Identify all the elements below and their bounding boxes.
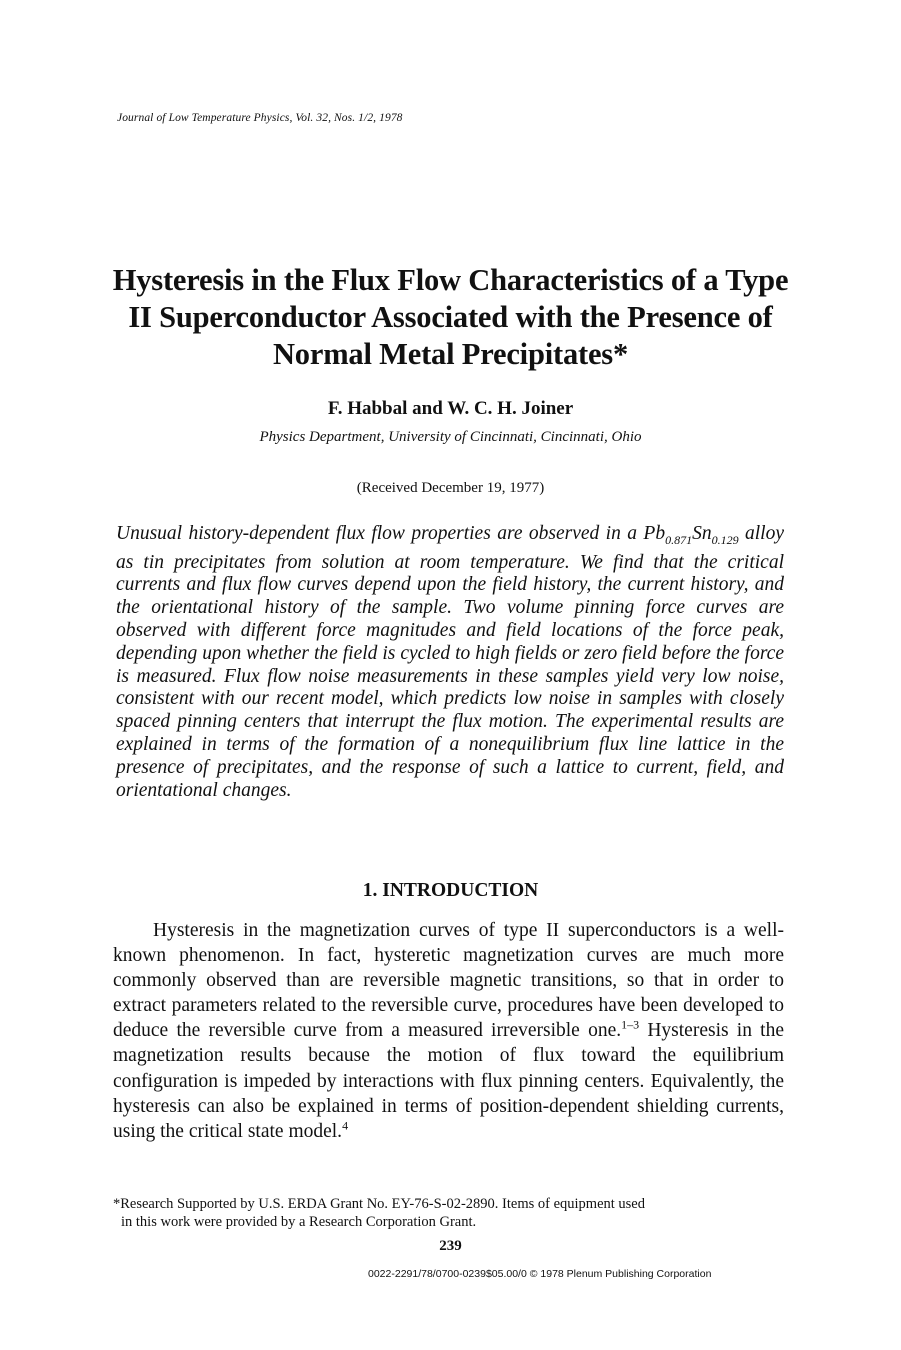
page-number: 239: [439, 1238, 462, 1254]
abstract-lead: Unusual history-dependent flux flow properties are observed in a: [116, 523, 644, 544]
section-heading: 1. INTRODUCTION: [362, 880, 539, 901]
citation-ref: 1–3: [621, 1017, 640, 1032]
footnote-line: *Research Supported by U.S. ERDA Grant No. EY-76-S-02-2890. Items of equipment used: [113, 1196, 645, 1212]
intro-text-2: Hysteresis in the magnetization results because the motion of flux toward the equilibrium configuration is impeded by interactions with flux pinning centers. Equivalently, the hysteresis can also be explained in terms of position-dependent shielding currents, using the critical state model.: [113, 1020, 785, 1142]
affiliation: Physics Department, University of Cincinnati, Cincinnati, Ohio: [259, 429, 642, 445]
formula-pb: Pb: [643, 523, 666, 544]
authors: F. Habbal and W. C. H. Joiner: [327, 398, 574, 419]
received-date: (Received December 19, 1977): [356, 480, 545, 496]
paper-title: Hysteresis in the Flux Flow Characteristics of a Type II Superconductor Associated with the Presence of Normal Metal Precipitates*: [112, 263, 789, 371]
footnote: [113, 1195, 788, 1231]
copyright-line: 0022-2291/78/0700-0239$05.00/0 © 1978 Plenum Publishing Corporation: [368, 1268, 712, 1280]
abstract: [116, 523, 784, 802]
citation-ref: 4: [342, 1118, 349, 1133]
formula-sn-subscript: 0.129: [711, 532, 739, 547]
formula-sn: Sn: [692, 523, 712, 544]
intro-paragraph: [113, 918, 784, 1144]
abstract-body: alloy as tin precipitates from solution at room temperature. We find that the critical currents and flux flow curves depend upon the field history, the current history, and the orientational history of the sample. Two volume pinning force curves are observed with different force magnitudes and field locations of the force peak, depending upon whether the field is cycled to high fields or zero field before the force is measured. Flux flow noise measurements in these samples yield very low noise, consistent with our recent model, which predicts low noise in samples with closely spaced pinning centers that interrupt the flux motion. The experimental results are explained in terms of the formation of a nonequilibrium flux line lattice in the presence of precipitates, and the response of such a lattice to current, field, and orientational changes.: [116, 523, 784, 801]
journal-header: Journal of Low Temperature Physics, Vol. 32, Nos. 1/2, 1978: [117, 112, 403, 124]
intro-text-1: Hysteresis in the magnetization curves of type II superconductors is a well-known phenomenon. In fact, hysteretic magnetization curves are much more commonly observed than are reversible magnetic transitions, so that in order to extract parameters related to the reversible curve, procedures have been developed to deduce the reversible curve from a measured irreversible one.: [113, 920, 784, 1042]
formula-pb-subscript: 0.871: [665, 532, 693, 547]
footnote-line: in this work were provided by a Research Corporation Grant.: [121, 1214, 477, 1230]
